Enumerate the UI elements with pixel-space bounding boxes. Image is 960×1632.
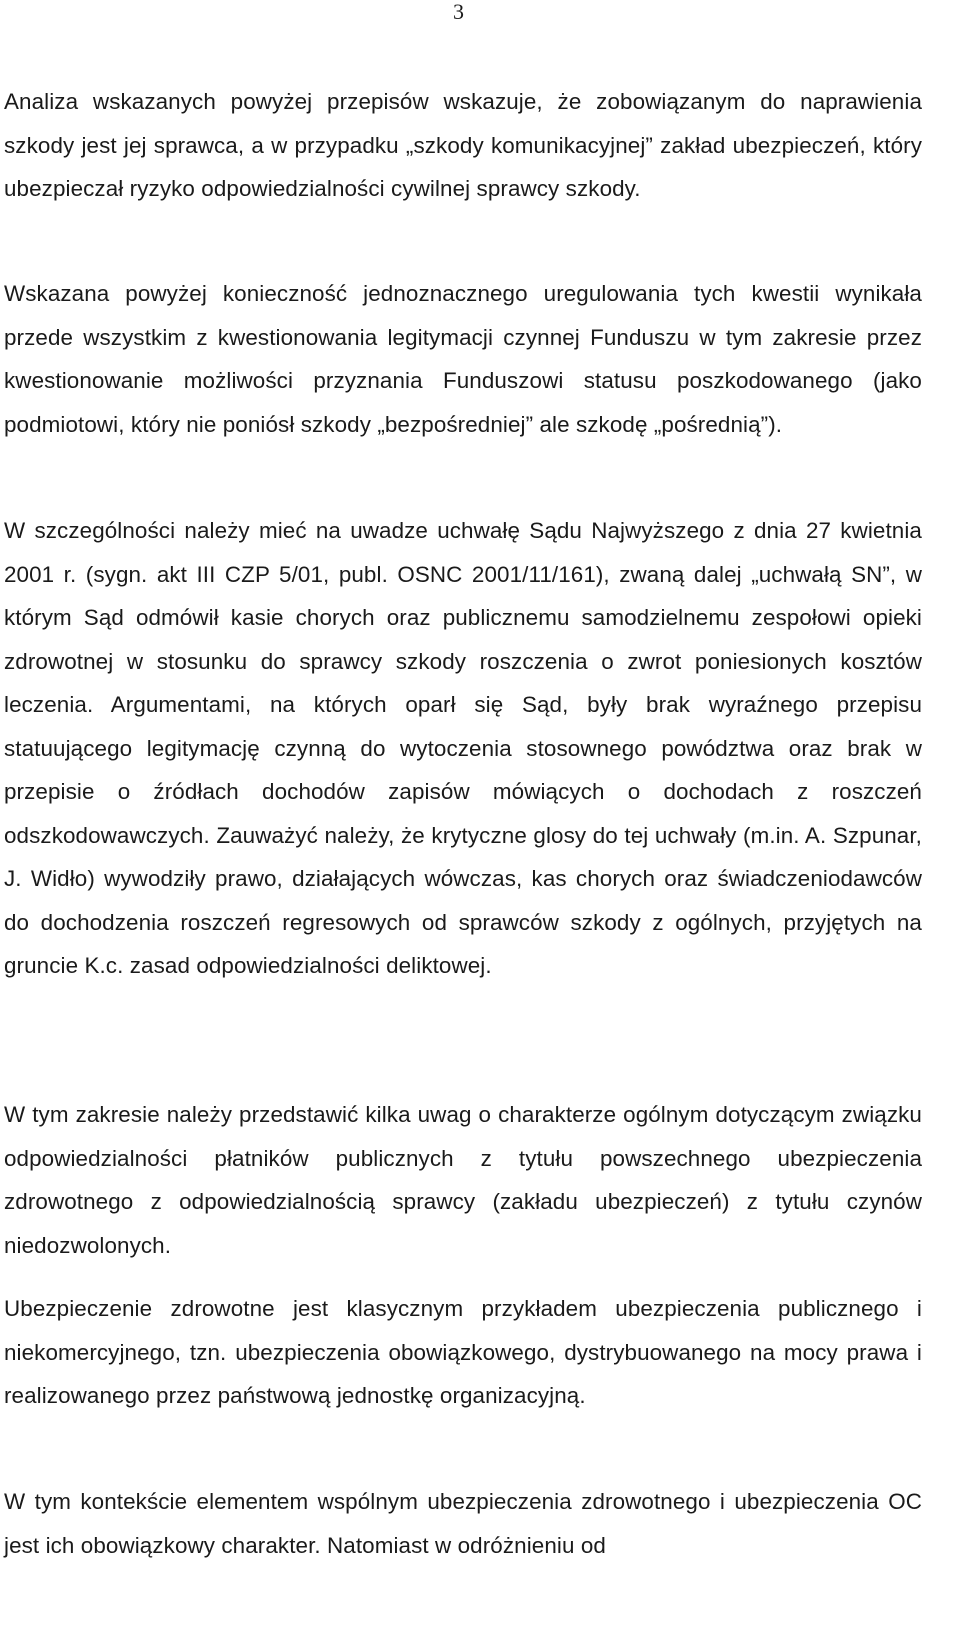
paragraph-5: Ubezpieczenie zdrowotne jest klasycznym przykładem ubezpieczenia publicznego i niekomercyjnego, tzn. ubezpieczenia obowiązkowego, dystrybuowanego na mocy prawa i realizowanego przez państwową jednostkę organizacyjną. <box>4 1296 922 1408</box>
page-number: 3 <box>453 0 464 24</box>
paragraph-3: W szczególności należy mieć na uwadze uchwałę Sądu Najwyższego z dnia 27 kwietnia 2001 r. (sygn. akt III CZP 5/01, publ. OSNC 2001/11/161), zwaną dalej „uchwałą SN”, w którym Sąd odmówił kasie chorych oraz publicznemu samodzielnemu zespołowi opieki zdrowotnej w stosunku do sprawcy szkody roszczenia o zwrot poniesionych kosztów leczenia. Argumentami, na których oparł się Sąd, były brak wyraźnego przepisu statuującego legitymację czynną do wytoczenia stosownego powództwa oraz brak w przepisie o źródłach dochodów zapisów mówiących o dochodach z roszczeń odszkodowawczych. Zauważyć należy, że krytyczne glosy do tej uchwały (m.in. A. Szpunar, J. Widło) wywodziły prawo, działających wówczas, kas chorych oraz świadczeniodawców do dochodzenia roszczeń regresowych od sprawców szkody z ogólnych, przyjętych na gruncie K.c. zasad odpowiedzialności deliktowej. <box>4 518 922 978</box>
paragraph-4: W tym zakresie należy przedstawić kilka uwag o charakterze ogólnym dotyczącym związku odpowiedzialności płatników publicznych z tytułu powszechnego ubezpieczenia zdrowotnego z odpowiedzialnością sprawcy (zakładu ubezpieczeń) z tytułu czynów niedozwolonych. <box>4 1102 922 1258</box>
paragraph-6: W tym kontekście elementem wspólnym ubezpieczenia zdrowotnego i ubezpieczenia OC jest ich obowiązkowy charakter. Natomiast w odróżnieniu od <box>4 1489 922 1558</box>
paragraph-1: Analiza wskazanych powyżej przepisów wskazuje, że zobowiązanym do naprawienia szkody jest jej sprawca, a w przypadku „szkody komunikacyjnej” zakład ubezpieczeń, który ubezpieczał ryzyko odpowiedzialności cywilnej sprawcy szkody. <box>4 89 922 201</box>
paragraph-2: Wskazana powyżej konieczność jednoznacznego uregulowania tych kwestii wynikała przede wszystkim z kwestionowania legitymacji czynnej Funduszu w tym zakresie przez kwestionowanie możliwości przyznania Funduszowi statusu poszkodowanego (jako podmiotowi, który nie poniósł szkody „bezpośredniej” ale szkodę „pośrednią”). <box>4 281 922 437</box>
